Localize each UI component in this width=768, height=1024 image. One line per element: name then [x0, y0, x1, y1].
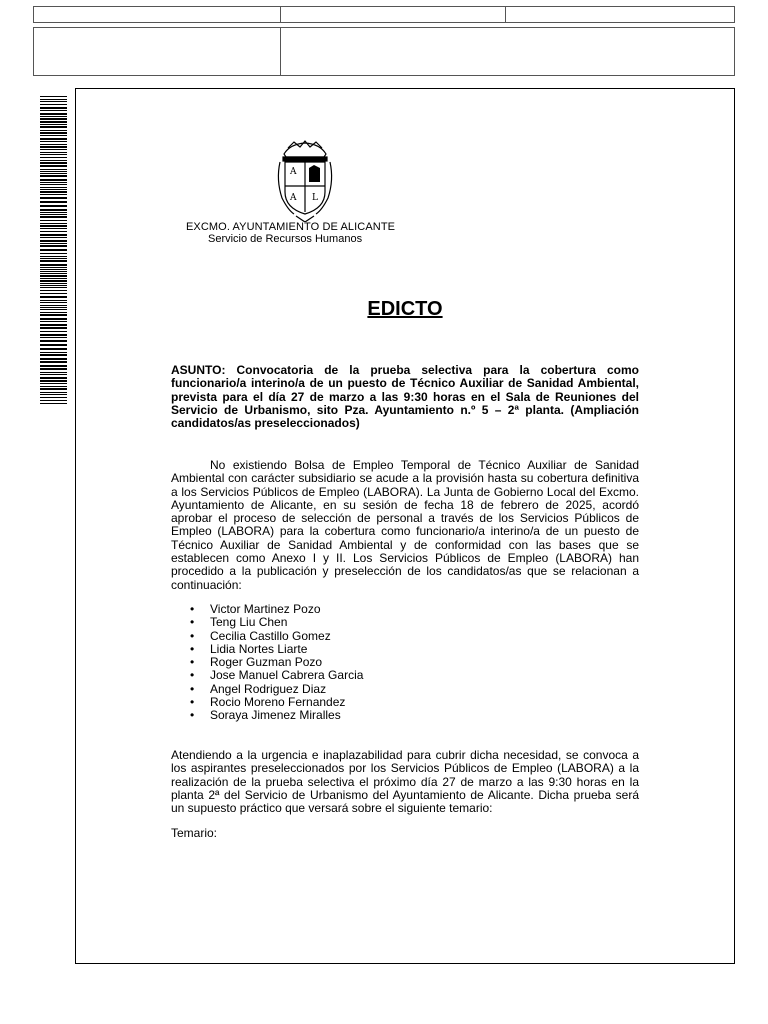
header-cell — [34, 28, 281, 76]
header-cell — [506, 7, 735, 23]
list-item: • Roger Guzman Pozo — [190, 656, 363, 669]
svg-text:A: A — [290, 167, 297, 177]
document-title-wrapper — [0, 298, 768, 321]
intro-paragraph — [171, 459, 639, 592]
header-cell — [281, 28, 735, 76]
coat-of-arms-icon — [274, 140, 336, 222]
list-item: • Teng Liu Chen — [190, 616, 363, 629]
list-item: • Cecilia Castillo Gomez — [190, 630, 363, 643]
subject-paragraph: ASUNTO: Convocatoria de la prueba selectiva para la cobertura como funcionario/a interino/a de un puesto de Técnico Auxiliar de Sanidad Ambiental, prevista para el día 27 de marzo a las 9:30 horas en el Sala de Reuniones del Servicio de Urbanismo, sito Pza. Ayuntamiento n.º 5 – 2ª planta. (Ampliación candidatos/as preseleccionados) — [171, 363, 639, 431]
header-cell — [34, 7, 281, 23]
convocation-paragraph: Atendiendo a la urgencia e inaplazabilidad para cubrir dicha necesidad, se convoca a los aspirantes preseleccionados por los Servicios Públicos de Empleo (LABORA) a la realización de la prueba selectiva el próximo día 27 de marzo a las 9:30 horas en la planta 2ª del Servicio de Urbanismo del Ayuntamiento de Alicante. Dicha prueba será un supuesto práctico que versará sobre el siguiente temario: — [171, 748, 639, 816]
department-name: Servicio de Recursos Humanos — [208, 233, 363, 245]
list-item: • Lidia Nortes Liarte — [190, 643, 363, 656]
barcode — [40, 96, 67, 404]
header-cell — [281, 7, 506, 23]
intro-text: No existiendo Bolsa de Empleo Temporal de Técnico Auxiliar de Sanidad Ambiental con carácter subsidiario se acude a la provisión hasta su cobertura definitiva a los Servicios Públicos de Empleo (LABORA). La Junta de Gobierno Local del Excmo. Ayuntamiento de Alicante, en su sesión de fecha 18 de febrero de 2025, acordó aprobar el proceso de selección de personal a través de los Servicios Públicos de Empleo (LABORA) para la cobertura como funcionario/a interino/a de un puesto de Técnico Auxiliar de Sanidad Ambiental y de conformidad con las bases que se establecen como Anexo I y II. Los Servicios Públicos de Empleo (LABORA) han procedido a la publicación y preselección de los candidatos/as que se relacionan a continuación: — [171, 458, 639, 592]
list-item: • Rocio Moreno Fernandez — [190, 696, 363, 709]
list-item: • Jose Manuel Cabrera Garcia — [190, 669, 363, 682]
candidate-list — [190, 603, 363, 723]
organization-name: EXCMO. AYUNTAMIENTO DE ALICANTE — [186, 221, 396, 233]
header-table — [33, 6, 735, 76]
svg-text:L: L — [312, 193, 318, 203]
svg-text:A: A — [290, 193, 297, 203]
syllabus-label: Temario: — [171, 826, 218, 840]
list-item: • Angel Rodriguez Diaz — [190, 683, 363, 696]
document-title: EDICTO — [367, 298, 443, 320]
list-item: • Soraya Jimenez Miralles — [190, 709, 363, 722]
list-item: • Victor Martinez Pozo — [190, 603, 363, 616]
